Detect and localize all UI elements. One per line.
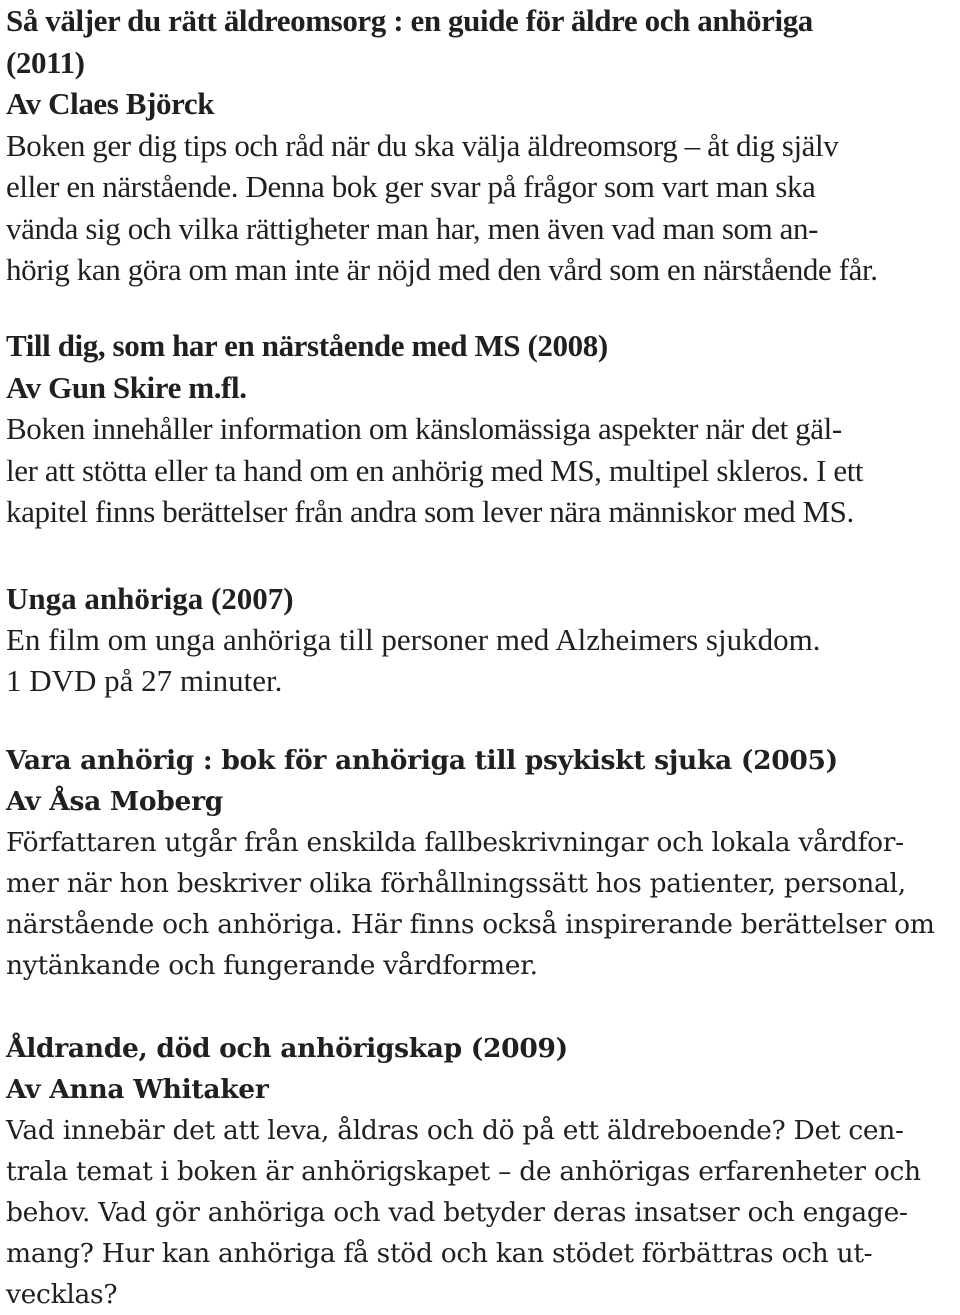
entry-description-line: eller en närstående. Denna bok ger svar på frågor som vart man ska <box>6 169 816 204</box>
entry-title: Till dig, som har en närstående med MS (2008) <box>6 328 608 363</box>
book-entry <box>6 0 954 291</box>
book-entry <box>6 740 954 986</box>
entry-description-line: hörig kan göra om man inte är nöjd med den vård som en närstående får. <box>6 252 878 287</box>
entry-description-line: vända sig och vilka rättigheter man har, men även vad man som an- <box>6 210 819 246</box>
entry-description-line: nytänkande och fungerande vårdformer. <box>6 950 538 981</box>
entry-author: Av Gun Skire m.fl. <box>6 369 247 405</box>
entry-description-line: Boken ger dig tips och råd när du ska välja äldreomsorg – åt dig själv <box>6 127 839 163</box>
entry-title: (2011) <box>6 44 85 80</box>
entry-author: Av Claes Björck <box>6 86 215 121</box>
entry-description-line: Vad innebär det att leva, åldras och dö på ett äldreboende? Det cen- <box>6 1115 904 1146</box>
entry-author: Av Anna Whitaker <box>6 1074 269 1105</box>
entry-description-line: trala temat i boken är anhörigskapet – de anhörigas erfarenheter och <box>6 1156 921 1187</box>
entry-description-line: kapitel finns berättelser från andra som lever nära människor med MS. <box>6 494 854 529</box>
film-entry <box>6 578 954 701</box>
entry-title: Vara anhörig : bok för anhöriga till psykiskt sjuka (2005) <box>6 745 838 776</box>
entry-description-line: Boken innehåller information om känslomässiga aspekter när det gäl- <box>6 411 842 446</box>
book-entry <box>6 325 954 533</box>
book-entry <box>6 1028 954 1315</box>
entry-description-line: En film om unga anhöriga till personer med Alzheimers sjukdom. <box>6 622 821 657</box>
entry-title: Unga anhöriga (2007) <box>6 581 294 616</box>
entry-description-line: behov. Vad gör anhöriga och vad betyder deras insatser och engage- <box>6 1197 908 1228</box>
entry-description-line: mang? Hur kan anhöriga få stöd och kan stödet förbättras och ut- <box>6 1238 873 1269</box>
entry-author: Av Åsa Moberg <box>6 786 223 817</box>
entry-description-line: vecklas? <box>6 1279 118 1310</box>
entry-description-line: 1 DVD på 27 minuter. <box>6 663 283 698</box>
entry-description-line: närstående och anhöriga. Här finns också inspirerande berättelser om <box>6 909 935 940</box>
entry-description-line: Författaren utgår från enskilda fallbeskrivningar och lokala vårdfor- <box>6 827 904 858</box>
entry-title: Så väljer du rätt äldreomsorg : en guide för äldre och anhöriga <box>6 3 813 38</box>
entry-title: Åldrande, död och anhörigskap (2009) <box>6 1033 568 1064</box>
entry-description-line: ler att stötta eller ta hand om en anhörig med MS, multipel skleros. I ett <box>6 452 864 488</box>
entry-description-line: mer när hon beskriver olika förhållningssätt hos patienter, personal, <box>6 868 906 899</box>
